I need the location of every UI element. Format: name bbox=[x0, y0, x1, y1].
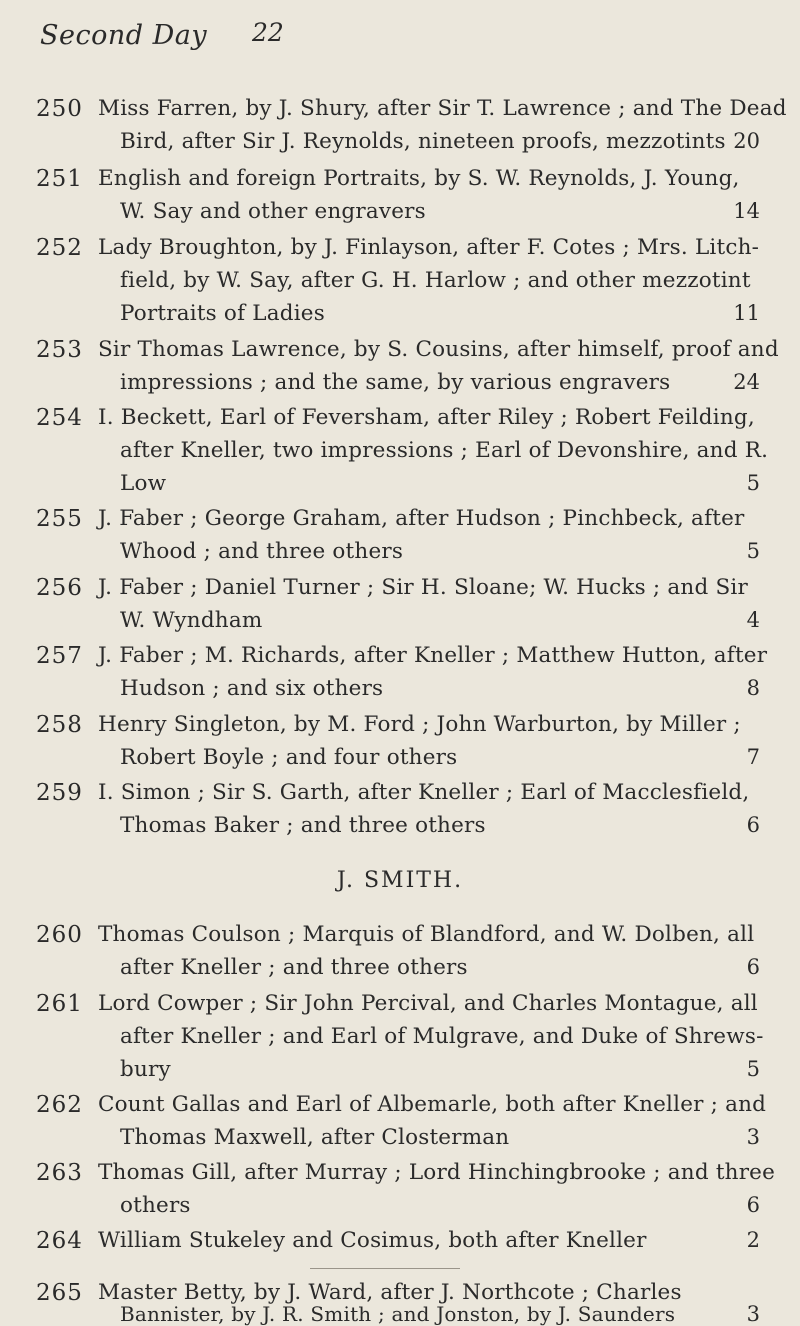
lot-quantity: 5 bbox=[746, 539, 760, 563]
lot-text-line: Count Gallas and Earl of Albemarle, both after Kneller ; and bbox=[98, 1092, 767, 1117]
lot-number: 260 bbox=[36, 922, 83, 948]
lot-text-line: Hudson ; and six others bbox=[120, 676, 384, 701]
lot-number: 263 bbox=[36, 1160, 83, 1186]
lot-text-line: Bannister, by J. R. Smith ; and Jonston, by J. Saunders bbox=[120, 1302, 676, 1326]
lot-text-line: W. Say and other engravers bbox=[120, 199, 426, 224]
lot-text-line: I. Beckett, Earl of Feversham, after Riley ; Robert Feilding, bbox=[98, 405, 755, 430]
lot-number: 261 bbox=[36, 991, 83, 1017]
lot-text-line: Thomas Maxwell, after Closterman bbox=[120, 1125, 510, 1150]
lot-text-line: field, by W. Say, after G. H. Harlow ; and other mezzotint bbox=[120, 268, 751, 293]
lot-quantity: 24 bbox=[733, 370, 760, 394]
lot-quantity: 6 bbox=[746, 813, 760, 837]
lot-quantity: 3 bbox=[746, 1125, 760, 1149]
lot-quantity: 5 bbox=[746, 1057, 760, 1081]
lot-text-line: Lady Broughton, by J. Finlayson, after F. Cotes ; Mrs. Litch- bbox=[98, 235, 760, 260]
lot-text-line: after Kneller ; and Earl of Mulgrave, and Duke of Shrews- bbox=[120, 1024, 764, 1049]
lot-text-line: English and foreign Portraits, by S. W. Reynolds, J. Young, bbox=[98, 166, 740, 191]
lot-quantity: 3 bbox=[746, 1302, 760, 1326]
lot-text-line: William Stukeley and Cosimus, both after Kneller bbox=[98, 1228, 647, 1253]
lot-quantity: 5 bbox=[746, 471, 760, 495]
lot-number: 256 bbox=[36, 575, 83, 601]
lot-number: 259 bbox=[36, 780, 83, 806]
lot-number: 257 bbox=[36, 643, 83, 669]
lot-number: 265 bbox=[36, 1280, 83, 1306]
lot-text-line: I. Simon ; Sir S. Garth, after Kneller ; Earl of Macclesfield, bbox=[98, 780, 750, 805]
lot-number: 262 bbox=[36, 1092, 83, 1118]
lot-text-line: Bird, after Sir J. Reynolds, nineteen proofs, mezzotints bbox=[120, 129, 726, 154]
lot-number: 255 bbox=[36, 506, 83, 532]
lot-number: 250 bbox=[36, 96, 83, 122]
lot-quantity: 8 bbox=[746, 676, 760, 700]
lot-text-line: after Kneller ; and three others bbox=[120, 955, 468, 980]
lot-quantity: 4 bbox=[746, 608, 760, 632]
lot-text-line: bury bbox=[120, 1057, 171, 1082]
lot-quantity: 11 bbox=[733, 301, 760, 325]
lot-text-line: impressions ; and the same, by various engravers bbox=[120, 370, 671, 395]
running-title: Second Day bbox=[40, 20, 208, 51]
lot-text-line: Thomas Gill, after Murray ; Lord Hinchingbrooke ; and three bbox=[98, 1160, 776, 1185]
lot-quantity: 2 bbox=[746, 1228, 760, 1252]
section-divider bbox=[310, 1268, 460, 1269]
lot-text-line: others bbox=[120, 1193, 191, 1218]
lot-quantity: 14 bbox=[733, 199, 760, 223]
lot-number: 264 bbox=[36, 1228, 83, 1254]
lot-text-line: Sir Thomas Lawrence, by S. Cousins, after himself, proof and bbox=[98, 337, 779, 362]
lot-text-line: after Kneller, two impressions ; Earl of Devonshire, and R. bbox=[120, 438, 769, 463]
lot-number: 251 bbox=[36, 166, 83, 192]
lot-text-line: Low bbox=[120, 471, 167, 496]
lot-text-line: Lord Cowper ; Sir John Percival, and Charles Montague, all bbox=[98, 991, 758, 1016]
lot-text-line: Robert Boyle ; and four others bbox=[120, 745, 458, 770]
lot-number: 254 bbox=[36, 405, 83, 431]
lot-text-line: Thomas Baker ; and three others bbox=[120, 813, 486, 838]
lot-quantity: 7 bbox=[746, 745, 760, 769]
lot-text-line: Whood ; and three others bbox=[120, 539, 404, 564]
lot-number: 253 bbox=[36, 337, 83, 363]
lot-text-line: J. Faber ; George Graham, after Hudson ; Pinchbeck, after bbox=[98, 506, 745, 531]
lot-text-line: Thomas Coulson ; Marquis of Blandford, and W. Dolben, all bbox=[98, 922, 755, 947]
page-number: 22 bbox=[252, 18, 284, 47]
lot-text-line: W. Wyndham bbox=[120, 608, 263, 633]
lot-quantity: 6 bbox=[746, 955, 760, 979]
lot-quantity: 6 bbox=[746, 1193, 760, 1217]
lot-number: 252 bbox=[36, 235, 83, 261]
lot-text-line: J. Faber ; Daniel Turner ; Sir H. Sloane; W. Hucks ; and Sir bbox=[98, 575, 748, 600]
lot-text-line: Henry Singleton, by M. Ford ; John Warburton, by Miller ; bbox=[98, 712, 741, 737]
lot-number: 258 bbox=[36, 712, 83, 738]
lot-quantity: 20 bbox=[733, 129, 760, 153]
lot-text-line: J. Faber ; M. Richards, after Kneller ; Matthew Hutton, after bbox=[98, 643, 768, 668]
section-heading: J. SMITH. bbox=[336, 868, 464, 893]
page-header bbox=[40, 20, 760, 60]
lot-text-line: Master Betty, by J. Ward, after J. Northcote ; Charles bbox=[98, 1280, 682, 1305]
lot-text-line: Portraits of Ladies bbox=[120, 301, 325, 326]
lot-text-line: Miss Farren, by J. Shury, after Sir T. Lawrence ; and The Dead bbox=[98, 96, 787, 121]
